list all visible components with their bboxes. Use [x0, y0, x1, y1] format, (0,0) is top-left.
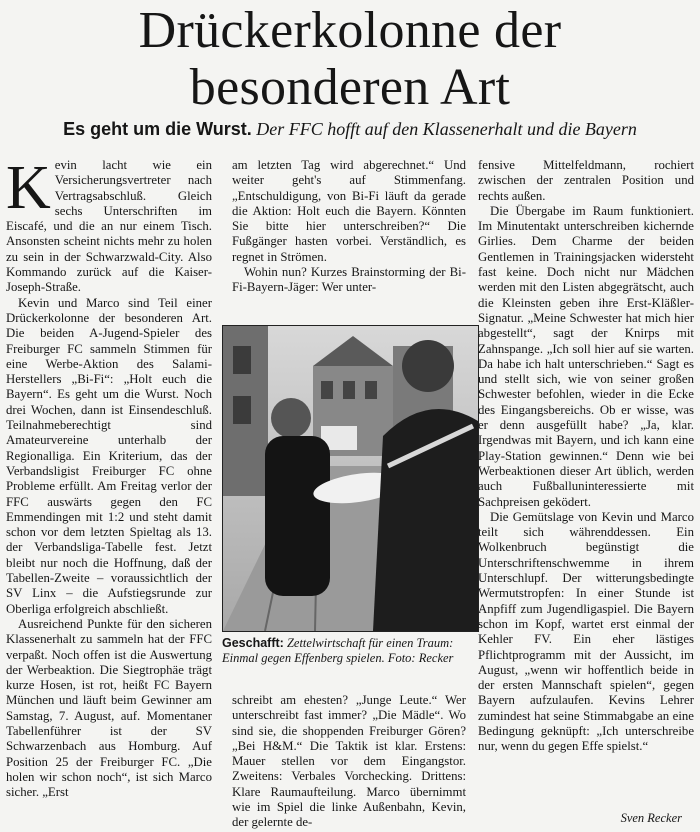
paragraph-text: evin lacht wie ein Versicherungsvertreter nach Vertragsabschluß. Gleich sechs Unterschriften im Eiscafé, und die an nur einem Tisch. Ansonsten scheint nichts mehr zu holen zu sein in der Schwarzwald-City. Also Kommando zurück auf die Kaiser-Joseph-Straße. [6, 158, 212, 295]
subheadline [0, 119, 700, 140]
column-2-bottom [232, 693, 466, 831]
headline-line-1: Drückerkolonne der [138, 2, 562, 59]
kicker: Es geht um die Wurst. [63, 119, 252, 139]
paragraph: Kevin und Marco sind Teil einer Drückerkolonne der besonderen Art. Die beiden A-Jugend-Spieler des Freiburger FC sammeln Stimmen für eine Werbe-Aktion des Salami-Herstellers „Bi-Fi“: „Holt euch die Bayern“. Es geht um die Wurst. Noch drei Wochen, dann ist Einsendeschluß. Teilnahmeberechtigt sind Amateurvereine unterhalb der Regionalliga. Ein Kriterium, das der Verbandsligist Freiburger FC ohne Probleme erfüllt. Am Freitag verlor der FFC auswärts gegen den FC Emmendingen mit 1:2 und steht damit schon vor dem letzten Spieltag als 13. der Verbandsliga-Tabelle fest. Jetzt bleibt nur noch die Hoffnung, daß der Tabellen-Zweite – voraussichtlich der SV Linx – die Aufstiegsrunde zur Oberliga erfolgreich abschließt. [6, 295, 212, 616]
paragraph [6, 154, 212, 296]
photo-credit: Foto: Recker [387, 651, 454, 665]
paragraph: Die Gemütslage von Kevin und Marco teilt sich währenddessen. Ein Wolkenbruch begünstigt die Unterschriftenschwemme in ihrem Unterschlupf. Der witterungsbedingte Wermutstropfen: In einer Stunde ist Anpfiff zum Jugendligaspiel. Die Bayern schon im Kopf, wartet erst einmal der Kehler FV. Ein eher lästiges Pflichtprogramm mit der Aussicht, im August, „wenn wir hoffentlich beide in der ersten Mannschaft spielen“, gegen Bayern aufzulaufen. Kevins Lehrer zumindest hat seine Stimmabgabe an eine Bedingung geknüpft: „Ich unterschreibe nur, wenn du gegen Effe spielst.“ [478, 509, 694, 754]
paragraph: fensive Mittelfeldmann, rochiert zwischen der zentralen Position und rechts außen. [478, 158, 694, 203]
photo-caption [222, 636, 477, 666]
article-photo [222, 325, 479, 632]
paragraph: Wohin nun? Kurzes Brainstorming der Bi-Fi-Bayern-Jäger: Wer unter- [232, 265, 466, 295]
column-2-top [232, 158, 466, 296]
caption-text: Zettelwirtschaft für einen Traum: Einmal gegen Effenberg spielen. [222, 636, 454, 665]
headline [0, 2, 700, 116]
deck: Der FFC hofft auf den Klassenerhalt und die Bayern [256, 119, 637, 139]
drop-cap: K [6, 154, 51, 222]
column-3 [478, 158, 694, 755]
photo-image [223, 326, 478, 631]
paragraph: Ausreichend Punkte für den sicheren Klassenerhalt zu sammeln hat der FFC verpaßt. Noch offen ist die Auswertung der Werbeaktion. Die Siegtrophäe trägt kurze Hosen, ist rot, heißt FC Bayern München und läuft beim Gewinner am Samstag, 7. August, auf. Momentaner Tabellenführer ist der SV Schwarzenbach aus Homburg. Auf Position 25 der Freiburger FC. „Die holen wir schon noch“, ist sich Marco sicher. „Erst [6, 616, 212, 800]
paragraph: Die Übergabe im Raum funktioniert. Im Minutentakt unterschreiben kichernde Girlies. Dem Charme der beiden Gentlemen in Trainingsjacken widersteht fast keine. Doch nicht nur Mädchen werden mit den Listen abgegrätscht, auch die Kleinsten geben ihre Erst-Kläßler-Signatur. „Meine Schwester hat mich hier abgestellt“, sagt der Knirps mit Zahnspange. „Ich soll hier auf sie warten. Da habe ich halt unterschrieben.“ Sagt es und stellt sich, wie von seiner großen Schwester befohlen, wieder in die Ecke des Eingangsbereichs. Ob er wisse, was er denn ausgefüllt habe? „Ja, klar. Irgendwas mit Bayern, und ich kann eine Play-Station gewinnen.“ Denn wie bei Werbeaktionen dieser Art üblich, werden auch Fußballuninteressierte mit Sachpreisen geködert. [478, 203, 694, 509]
author-byline: Sven Recker [620, 811, 682, 825]
column-1 [6, 154, 212, 800]
caption-keyword: Geschafft: [222, 636, 284, 650]
headline-line-2: besonderen Art [189, 59, 511, 116]
paragraph: schreibt am ehesten? „Junge Leute.“ Wer unterschreibt fast immer? „Die Mädle“. Wo sind sie, die shoppenden Freiburger Gören? „Bei H&M.“ Die Taktik ist klar. Erstens: Mauer stellen vor dem Eingangstor. Zweitens: Verbales Vorchecking. Drittens: Klare Raumaufteilung. Marco übernimmt wie im Spiel die linke Außenbahn, Kevin, der gelernte de- [232, 693, 466, 830]
paragraph: am letzten Tag wird abgerechnet.“ Und weiter geht's auf Stimmenfang. „Entschuldigung, von Bi-Fi läuft da gerade die Aktion: Holt euch die Bayern. Könnten Sie bitte hier unterschreiben?“ Die Fußgänger hasten vorbei. Verständlich, es regnet in Strömen. [232, 158, 466, 264]
